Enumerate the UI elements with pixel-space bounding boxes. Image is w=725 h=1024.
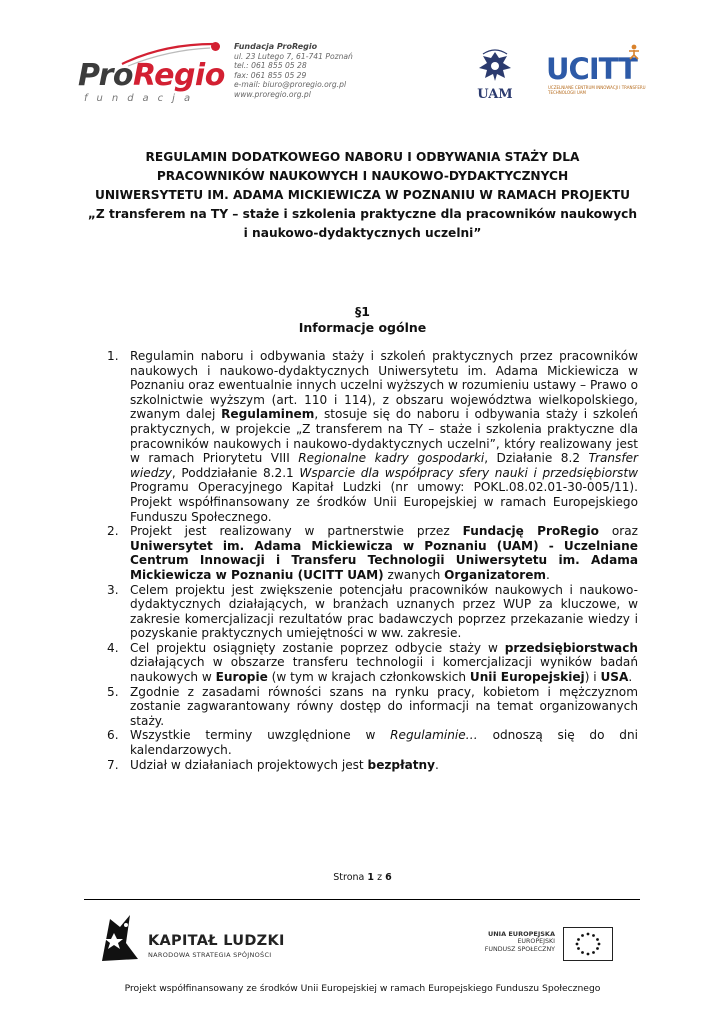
contact-block (234, 42, 353, 99)
kapital-ludzki-emblem-icon (96, 913, 144, 963)
org-address: ul. 23 Lutego 7, 61-741 Poznań (234, 51, 353, 61)
list-item (107, 758, 638, 773)
uam-logo-icon (473, 48, 517, 102)
proregio-logo (78, 38, 228, 108)
ucitt-wordmark: UCITT (546, 52, 637, 86)
proregio-wordmark: ProRegio (78, 58, 225, 93)
kapital-ludzki-title: KAPITAŁ LUDZKI (148, 933, 285, 949)
title-line: „Z transferem na TY – staże i szkolenia praktyczne dla pracowników naukowych (87, 207, 638, 221)
title-line: UNIWERSYTETU IM. ADAMA MICKIEWICZA W POZNANIU W RAMACH PROJEKTU (94, 188, 631, 202)
eu-flag-icon (563, 927, 613, 961)
general-info-list (107, 349, 638, 772)
item-text: Projekt jest realizowany w partnerstwie przez Fundację ProRegio oraz Uniwersytet im. Adama Mickiewicza w Poznaniu (UAM) - Uczelniane Centrum Innowacji i Transferu Technologii Uniwersytetu im. Adama Mickiewicza w Poznaniu (UCITT UAM) zwanych Organizatorem. (130, 524, 638, 582)
item-number: 5. (107, 684, 119, 699)
eu-text-block (455, 930, 555, 954)
eu-line: FUNDUSZ SPOŁECZNY (484, 946, 555, 953)
title-line: i naukowo-dydaktycznych uczelni” (243, 226, 482, 240)
kapital-ludzki-subtitle: NARODOWA STRATEGIA SPÓJNOŚCI (148, 951, 272, 959)
item-number: 6. (107, 728, 119, 743)
ucitt-logo (546, 52, 646, 100)
item-number: 3. (107, 582, 119, 597)
item-text: Celem projektu jest zwiększenie potencjału pracowników naukowych i naukowo-dydaktycznych działających, w branżach uznanych przez WUP za kluczowe, w zakresie komercjalizacji rezultatów prac badawczych poprzez przekazanie wiedzy i pozyskanie praktycznych umiejętności w ww. zakresie. (130, 582, 638, 641)
title-line: REGULAMIN DODATKOWEGO NABORU I ODBYWANIA STAŻY DLA (145, 150, 580, 164)
section-heading: Informacje ogólne (298, 320, 427, 335)
title-line: PRACOWNIKÓW NAUKOWYCH I NAUKOWO-DYDAKTYCZNYCH (156, 169, 569, 183)
item-number: 2. (107, 524, 119, 539)
page-number: Strona 1 z 6 (333, 872, 392, 883)
proregio-fundacja-label: fundacja (84, 93, 200, 104)
item-number: 7. (107, 757, 119, 772)
item-number: 4. (107, 640, 119, 655)
org-fax: fax: 061 855 05 29 (234, 70, 307, 80)
list-item (107, 685, 638, 729)
document-title (70, 148, 655, 243)
list-item (107, 349, 638, 524)
footer-cofinancing-note: Projekt współfinansowany ze środków Unii Europejskiej w ramach Europejskiego Funduszu Społecznego (124, 983, 601, 994)
footer-divider (84, 899, 640, 900)
list-item (107, 641, 638, 685)
ucitt-subtitle: UCZELNIANE CENTRUM INNOWACJI I TRANSFERU TECHNOLOGII UAM (548, 85, 646, 95)
item-text: Zgodnie z zasadami równości szans na rynku pracy, kobietom i mężczyznom zostanie zagwarantowany równy dostęp do informacji na temat organizowanych staży. (130, 684, 638, 728)
kapital-ludzki-logo (96, 913, 286, 963)
item-number: 1. (107, 349, 119, 363)
ucitt-figure-icon (626, 44, 642, 60)
proregio-dot-icon (211, 42, 220, 51)
org-www[interactable]: www.proregio.org.pl (234, 89, 311, 99)
item-text: Regulamin naboru i odbywania staży i szkoleń praktycznych przez pracowników naukowych i naukowo-dydaktycznych Uniwersytetu im. Adama Mickiewicza w Poznaniu oraz ewentualnie innych uczelni wyższych w rozumieniu ustawy – Prawo o szkolnictwie wyższym (art. 110 i 114), z obszaru województwa wielkopolskiego, zwanym dalej Regulaminem, stosuje się do naboru i odbywania staży i szkoleń praktycznych, w projekcie „Z transferem na TY – staże i szkolenia praktyczne dla pracowników naukowych i naukowo-dydaktycznych uczelni”, który realizowany jest w ramach Priorytetu VIII Regionalne kadry gospodarki, Działanie 8.2 Transfer wiedzy, Poddziałanie 8.2.1 Wsparcie dla współpracy sfery nauki i przedsiębiorstw Programu Operacyjnego Kapitał Ludzki (nr umowy: POKL.08.02.01-30-005/11). Projekt współfinansowany ze środków Unii Europejskiej w ramach Europejskiego Funduszu Społecznego. (130, 349, 638, 524)
eu-line: UNIA EUROPEJSKA (487, 930, 555, 938)
list-item (107, 728, 638, 757)
org-name: Fundacja ProRegio (234, 42, 318, 51)
uam-label: UAM (477, 87, 513, 102)
list-item (107, 524, 638, 582)
eu-line: EUROPEJSKI (517, 938, 555, 945)
item-text: Udział w działaniach projektowych jest bezpłatny. (130, 757, 439, 772)
item-text: Cel projektu osiągnięty zostanie poprzez odbycie staży w przedsiębiorstwach działających w obszarze transferu technologii i komercjalizacji wyników badań naukowych w Europie (w tym w krajach członkowskich Unii Europejskiej) i USA. (130, 640, 638, 685)
item-text: Wszystkie terminy uwzględnione w Regulaminie… odnoszą się do dni kalendarzowych. (130, 728, 638, 758)
org-email[interactable]: e-mail: biuro@proregio.org.pl (234, 80, 347, 89)
list-item (107, 583, 638, 641)
org-tel: tel.: 061 855 05 28 (234, 61, 307, 70)
section-number: §1 (355, 304, 370, 319)
